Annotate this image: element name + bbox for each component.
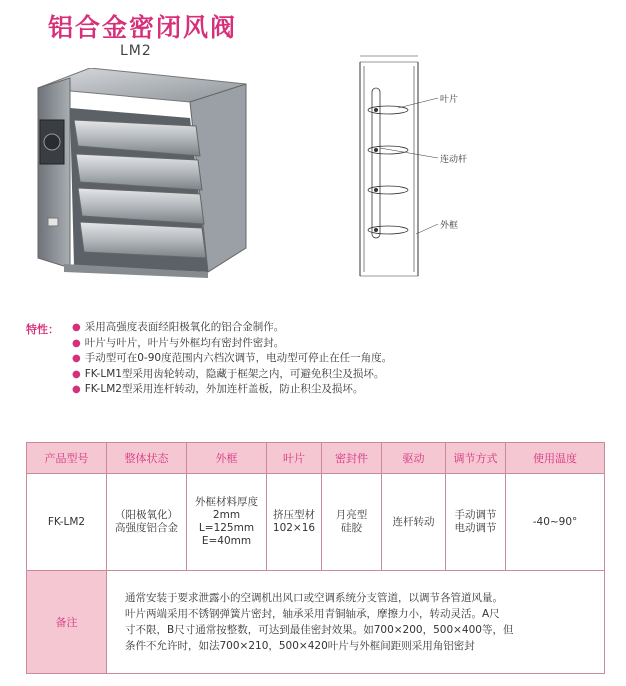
note-row — [27, 571, 605, 674]
cell-frame: 外框材料厚度 2mm L=125mm E=40mm — [187, 474, 267, 571]
technical-drawing — [350, 48, 550, 288]
spec-table — [26, 442, 605, 674]
table-row — [27, 474, 605, 571]
drawing-label-frame: 外框 — [440, 221, 459, 231]
drawing-label-linkage: 连动杆 — [440, 155, 468, 165]
header-drive: 驱动 — [382, 443, 446, 474]
note-label: 备注 — [27, 571, 107, 674]
cell-blade: 挤压型材 102×16 — [267, 474, 322, 571]
feature-item: ● FK-LM2型采用连杆转动，外加连杆盖板，防止积尘及损坏。 — [72, 383, 364, 395]
bullet-icon: ● — [72, 337, 81, 349]
feature-item: ● FK-LM1型采用齿轮转动，隐藏于框架之内，可避免积尘及损坏。 — [72, 367, 385, 380]
page-title: 铝合金密闭风阀 — [48, 13, 238, 42]
drawing-svg — [350, 48, 550, 288]
bullet-icon: ● — [72, 322, 81, 333]
model-subtitle: LM2 — [120, 43, 152, 59]
cell-temp: -40~90° — [506, 474, 605, 571]
feature-item: ● 手动型可在0-90度范围内六档次调节，电动型可停止在任一角度。 — [72, 352, 393, 364]
header-temp: 使用温度 — [506, 443, 605, 474]
header-state: 整体状态 — [107, 443, 187, 474]
header-frame: 外框 — [187, 443, 267, 474]
cell-state: （阳极氧化） 高强度铝合金 — [107, 474, 187, 571]
header-model: 产品型号 — [27, 443, 107, 474]
header-adjust: 调节方式 — [446, 443, 506, 474]
table-header-row — [27, 443, 605, 474]
features-label: 特性： — [26, 323, 59, 336]
bullet-icon: ● — [72, 368, 81, 380]
cell-drive: 连杆转动 — [382, 474, 446, 571]
cell-model: FK-LM2 — [27, 474, 107, 571]
feature-item: ● 叶片与叶片，叶片与外框均有密封件密封。 — [72, 336, 285, 349]
header-blade: 叶片 — [267, 443, 322, 474]
cell-adjust: 手动调节 电动调节 — [446, 474, 506, 571]
note-text: 通常安装于要求泄露小的空调机出风口或空调系统分支管道，以调节各管道风量。 叶片两端采用不锈钢弹簧片密封，轴承采用青铜轴承，摩擦力小，转动灵活。A尺 寸不限，B尺寸通常按整数，可达到最佳密封效果。如700×200，500×400等，但 条件不允许时，如法700×210，500×420叶片与外框间距则采用角铝密封 — [107, 571, 605, 674]
drawing-label-blade: 叶片 — [440, 95, 459, 105]
cell-seal: 月亮型 硅胶 — [322, 474, 382, 571]
damper-photo — [20, 68, 252, 278]
features-list — [72, 320, 392, 398]
bullet-icon: ● — [72, 384, 81, 395]
header-seal: 密封件 — [322, 443, 382, 474]
bullet-icon: ● — [72, 353, 81, 364]
feature-item: ● 采用高强度表面经阳极氧化的铝合金制作。 — [72, 321, 285, 333]
